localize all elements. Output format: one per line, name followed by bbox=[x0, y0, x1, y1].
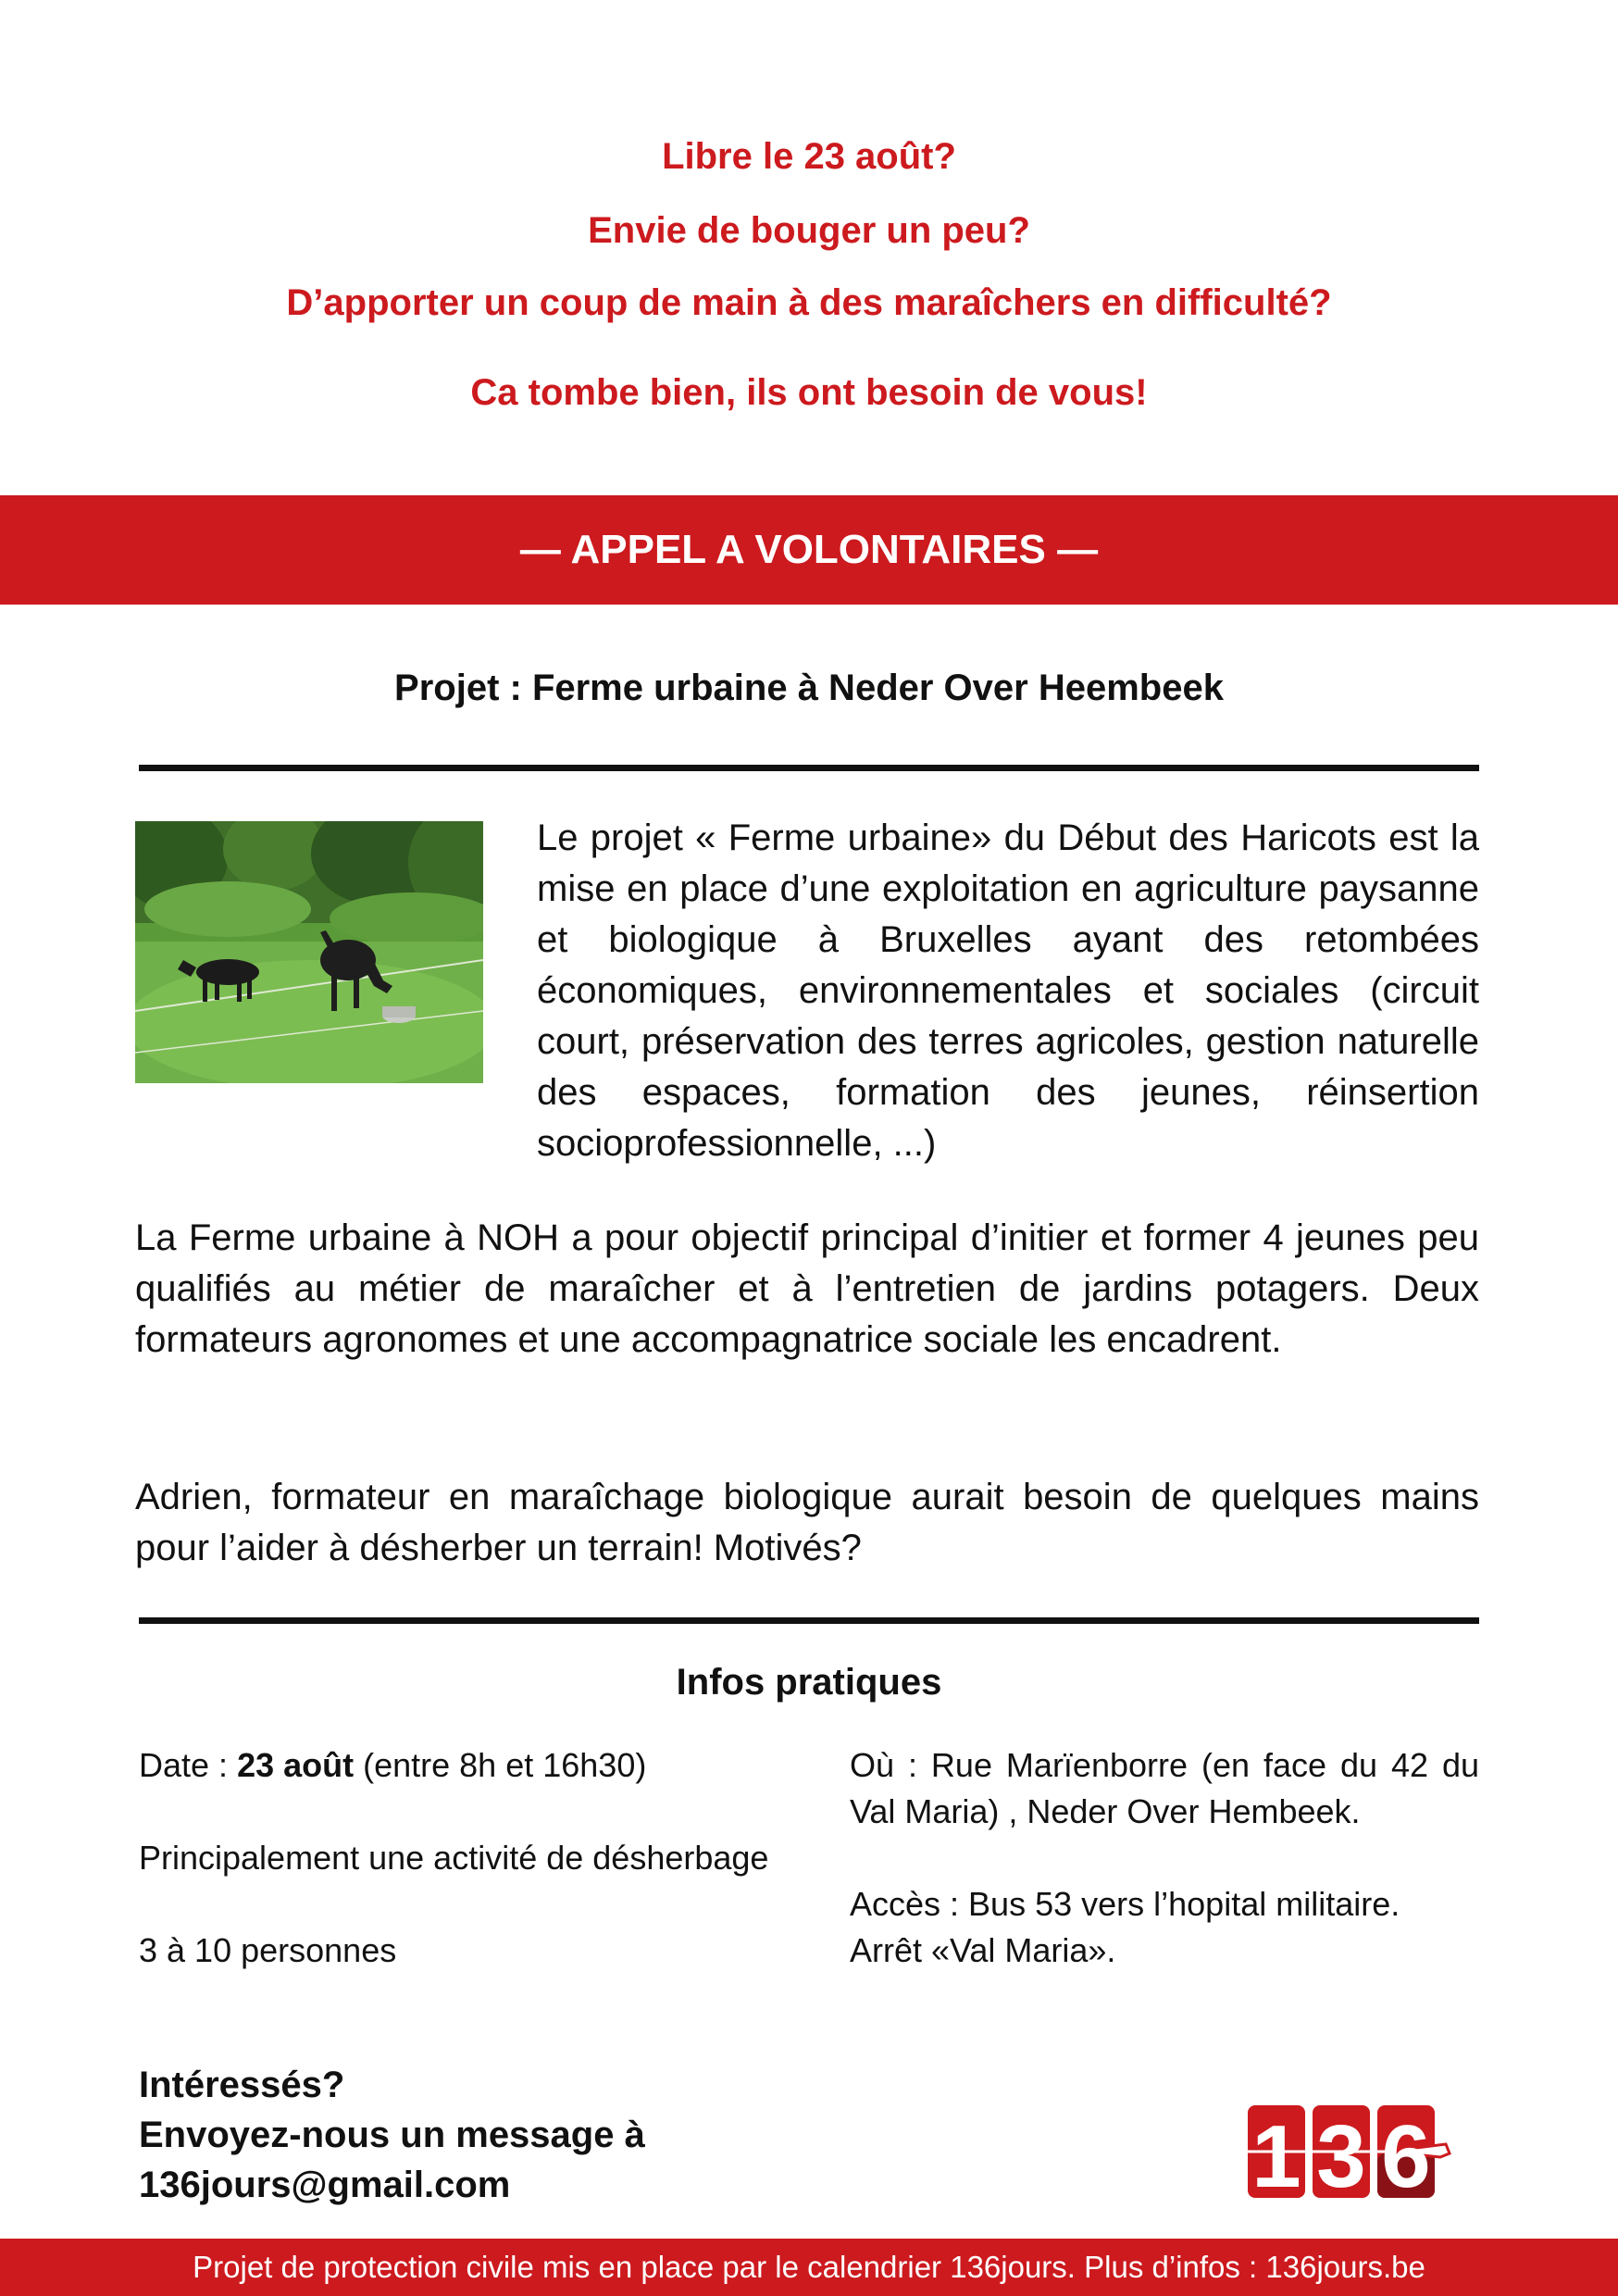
logo-digit-1: 1 bbox=[1251, 2107, 1301, 2203]
logo-digit-6: 6 bbox=[1381, 2107, 1431, 2203]
volunteer-call-banner bbox=[0, 495, 1618, 605]
teaser-line-1: Libre le 23 août? bbox=[662, 136, 956, 177]
infos-heading: Infos pratiques bbox=[676, 1662, 942, 1703]
access-block bbox=[850, 1881, 1479, 1974]
date-label: Date : bbox=[139, 1746, 238, 1784]
location-line: Où : Rue Marïenborre (en face du 42 du Val Maria) , Neder Over Hembeek. bbox=[850, 1746, 1479, 1830]
activity-line: Principalement une activité de désherbage bbox=[139, 1839, 769, 1877]
stop-line: Arrêt «Val Maria». bbox=[850, 1931, 1116, 1969]
teaser-line-2: Envie de bouger un peu? bbox=[588, 210, 1030, 251]
project-intro-text: Le projet « Ferme urbaine» du Début des Haricots est la mise en place d’une exploitation en agriculture paysanne et biologique à Bruxelles ayant des retombées économiques, environnementales et sociales (circuit court, préservation des terres agricoles, gestion naturelle des espaces, formation des jeunes, réinsertion socioprofessionnelle, ...) bbox=[537, 817, 1479, 1164]
banner-label: — APPEL A VOLONTAIRES — bbox=[519, 527, 1099, 572]
logo-digit-3: 3 bbox=[1316, 2107, 1366, 2203]
teaser-line-4: Ca tombe bien, ils ont besoin de vous! bbox=[470, 372, 1148, 413]
teaser-line-3: D’apporter un coup de main à des maraîchers en difficulté? bbox=[286, 282, 1332, 323]
date-hours: (entre 8h et 16h30) bbox=[354, 1746, 647, 1784]
donkeys-in-field-illustration bbox=[135, 821, 483, 1083]
date-line bbox=[139, 1742, 789, 1789]
infos-left-column bbox=[139, 1742, 789, 2020]
136jours-logo-mark bbox=[1248, 2100, 1451, 2203]
donkeys-photo bbox=[135, 821, 483, 1083]
people-line: 3 à 10 personnes bbox=[139, 1931, 397, 1969]
footer-text: Projet de protection civile mis en place par le calendrier 136jours. Plus d’infos : 136jours.be bbox=[193, 2250, 1425, 2284]
divider-top bbox=[139, 765, 1479, 771]
contact-call-to-action bbox=[139, 2060, 645, 2210]
136jours-logo bbox=[1248, 2100, 1451, 2203]
divider-bottom bbox=[139, 1617, 1479, 1624]
project-title: Projet : Ferme urbaine à Neder Over Heembeek bbox=[394, 668, 1224, 708]
cta-question: Intéressés? bbox=[139, 2065, 345, 2105]
objective-paragraph: La Ferme urbaine à NOH a pour objectif principal d’initier et former 4 jeunes peu qualifiés au métier de maraîcher et à l’entretien de jardins potagers. Deux formateurs agronomes et une accompagnatrice sociale les encadrent. bbox=[135, 1217, 1479, 1360]
helper-request-paragraph: Adrien, formateur en maraîchage biologique aurait besoin de quelques mains pour l’aider à désherber un terrain! Motivés? bbox=[135, 1477, 1479, 1568]
cta-instruction: Envoyez-nous un message à bbox=[139, 2115, 645, 2155]
date-value: 23 août bbox=[237, 1746, 355, 1784]
access-line: Accès : Bus 53 vers l’hopital militaire. bbox=[850, 1885, 1400, 1923]
contact-email-link[interactable]: 136jours@gmail.com bbox=[139, 2165, 511, 2205]
footer-bar bbox=[0, 2239, 1618, 2296]
infos-right-column bbox=[850, 1742, 1479, 1974]
